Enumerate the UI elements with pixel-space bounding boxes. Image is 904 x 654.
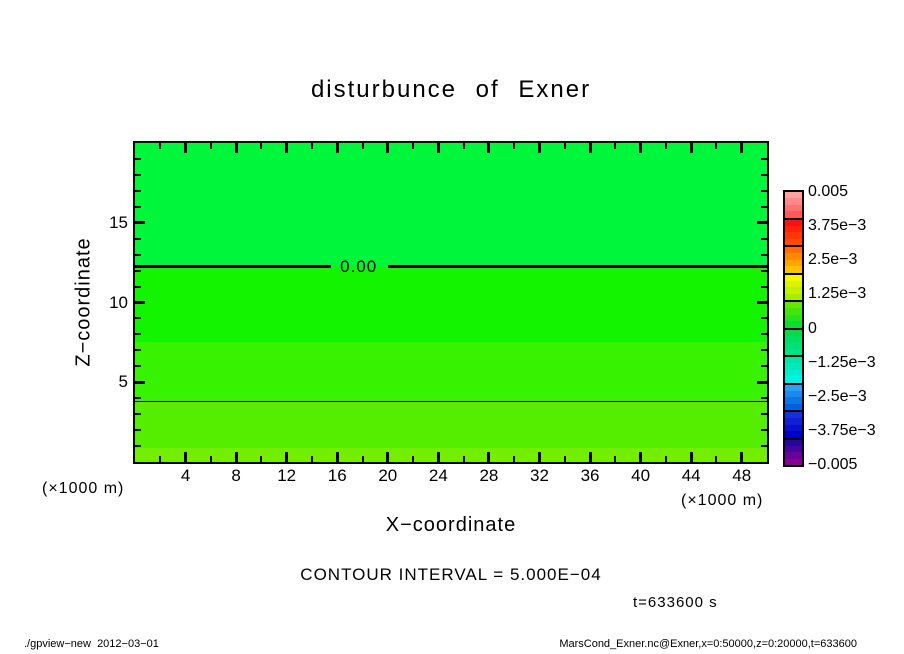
x-tick (665, 143, 667, 149)
x-tick-label: 36 (580, 466, 600, 485)
x-tick (159, 456, 161, 462)
footer-command: ./gpview−new 2012−03−01 (24, 638, 159, 650)
x-tick (513, 456, 515, 462)
z-tick (761, 333, 767, 335)
z-tick (761, 429, 767, 431)
z-tick (761, 190, 767, 192)
fill-band (135, 402, 767, 448)
colorbar-cell (785, 192, 802, 218)
z-tick (135, 254, 141, 256)
colorbar (783, 190, 804, 467)
x-tick (614, 456, 616, 462)
x-tick (740, 452, 743, 462)
x-tick (260, 456, 262, 462)
z-tick (757, 381, 767, 384)
z-tick-label: 10 (109, 292, 128, 312)
z-tick (135, 174, 141, 176)
x-axis-title: X−coordinate (385, 514, 517, 536)
x-tick (564, 456, 566, 462)
x-tick (639, 452, 642, 462)
x-tick (690, 452, 693, 462)
z-tick (761, 445, 767, 447)
x-tick (463, 456, 465, 462)
contour-interval-note: CONTOUR INTERVAL = 5.000E−04 (300, 565, 602, 584)
x-tick-label: 28 (479, 466, 499, 485)
x-tick (285, 143, 288, 153)
x-tick-label: 44 (681, 466, 701, 485)
colorbar-cell (785, 383, 802, 411)
x-tick (589, 452, 592, 462)
contour-line (135, 265, 331, 268)
x-tick-label: 40 (631, 466, 651, 485)
colorbar-tick-label: −0.005 (808, 456, 858, 473)
x-tick (362, 456, 364, 462)
fill-band (135, 143, 767, 267)
x-tick (740, 143, 743, 153)
x-tick-label: 4 (180, 466, 191, 485)
x-tick (487, 452, 490, 462)
fill-band (135, 267, 767, 342)
x-tick-label: 24 (428, 466, 448, 485)
z-tick-label: 5 (118, 372, 128, 392)
y-axis-title: Z−coordinate (72, 237, 95, 367)
x-tick (235, 143, 238, 153)
z-tick (761, 365, 767, 367)
x-tick (715, 143, 717, 149)
z-tick (761, 206, 767, 208)
x-tick-label: 32 (530, 466, 549, 485)
z-tick (761, 349, 767, 351)
x-tick (362, 143, 364, 149)
z-tick (761, 317, 767, 319)
x-tick (159, 143, 161, 149)
x-tick (589, 143, 592, 153)
x-tick (665, 456, 667, 462)
contour-label: 0.00 (340, 256, 378, 276)
z-tick (135, 221, 145, 224)
z-tick (761, 254, 767, 256)
z-tick (135, 429, 141, 431)
x-tick (336, 143, 339, 153)
colorbar-tick-label: −3.75e−3 (808, 421, 876, 439)
z-tick (761, 158, 767, 160)
z-tick (761, 174, 767, 176)
fill-band (135, 448, 767, 462)
x-tick (386, 143, 389, 153)
x-tick (614, 143, 616, 149)
z-tick (135, 286, 141, 288)
x-tick (311, 456, 313, 462)
contour-line (135, 401, 767, 403)
z-tick (757, 221, 767, 224)
z-tick (135, 333, 141, 335)
time-label: t=633600 s (633, 594, 718, 611)
z-tick (135, 445, 141, 447)
x-tick (715, 456, 717, 462)
x-tick (564, 143, 566, 149)
x-tick (184, 143, 187, 153)
z-tick (135, 365, 141, 367)
z-tick (135, 270, 141, 272)
z-tick (135, 349, 141, 351)
z-tick (761, 270, 767, 272)
z-tick (761, 397, 767, 399)
z-tick (135, 413, 141, 415)
colorbar-stripe (785, 459, 802, 465)
z-tick (135, 238, 141, 240)
x-tick (210, 143, 212, 149)
colorbar-cell (785, 273, 802, 301)
x-tick (285, 452, 288, 462)
colorbar-cell (785, 328, 802, 356)
colorbar-cell (785, 410, 802, 438)
y-axis-unit-label: (×1000 m) (42, 480, 125, 497)
x-tick (463, 143, 465, 149)
x-tick (412, 456, 414, 462)
x-axis-unit-label: (×1000 m) (681, 492, 764, 509)
x-tick (260, 143, 262, 149)
x-tick-label: 48 (732, 466, 752, 485)
x-tick-label: 16 (327, 466, 347, 485)
x-tick (487, 143, 490, 153)
x-tick (184, 452, 187, 462)
z-tick (135, 381, 145, 384)
x-tick-label: 12 (277, 466, 297, 485)
colorbar-tick-label: 3.75e−3 (808, 217, 867, 235)
x-tick (513, 143, 515, 149)
x-tick (412, 143, 414, 149)
x-tick (386, 452, 389, 462)
plot-title: disturbunce of Exner (310, 76, 592, 103)
colorbar-cell (785, 355, 802, 383)
plot-area (133, 141, 769, 464)
z-tick-label: 15 (109, 212, 128, 232)
x-tick (639, 143, 642, 153)
colorbar-cell (785, 245, 802, 273)
z-tick (757, 301, 767, 304)
colorbar-cell (785, 218, 802, 246)
x-tick (690, 143, 693, 153)
x-tick (538, 143, 541, 153)
x-tick-label: 8 (231, 466, 241, 485)
x-tick (235, 452, 238, 462)
colorbar-tick-label: −2.5e−3 (808, 387, 867, 405)
z-tick (135, 206, 141, 208)
x-tick (538, 452, 541, 462)
footer-source: MarsCond_Exner.nc@Exner,x=0:50000,z=0:20000,t=633600 (559, 638, 857, 650)
z-tick (135, 190, 141, 192)
colorbar-tick-label: 1.25e−3 (808, 285, 867, 303)
contour-line (388, 265, 767, 268)
x-tick (437, 452, 440, 462)
z-tick (761, 413, 767, 415)
z-tick (135, 397, 141, 399)
colorbar-tick-label: 2.5e−3 (808, 251, 858, 269)
colorbar-tick-label: 0.005 (808, 183, 849, 200)
z-tick (761, 286, 767, 288)
colorbar-tick-label: −1.25e−3 (808, 353, 876, 371)
colorbar-cell (785, 438, 802, 466)
z-tick (135, 317, 141, 319)
x-tick (311, 143, 313, 149)
x-tick (210, 456, 212, 462)
colorbar-cell (785, 300, 802, 328)
z-tick (135, 301, 145, 304)
z-tick (135, 158, 141, 160)
x-tick-label: 20 (378, 466, 398, 485)
x-tick (437, 143, 440, 153)
x-tick (336, 452, 339, 462)
fill-band (135, 342, 767, 402)
colorbar-tick-label: 0 (808, 319, 817, 337)
z-tick (761, 238, 767, 240)
